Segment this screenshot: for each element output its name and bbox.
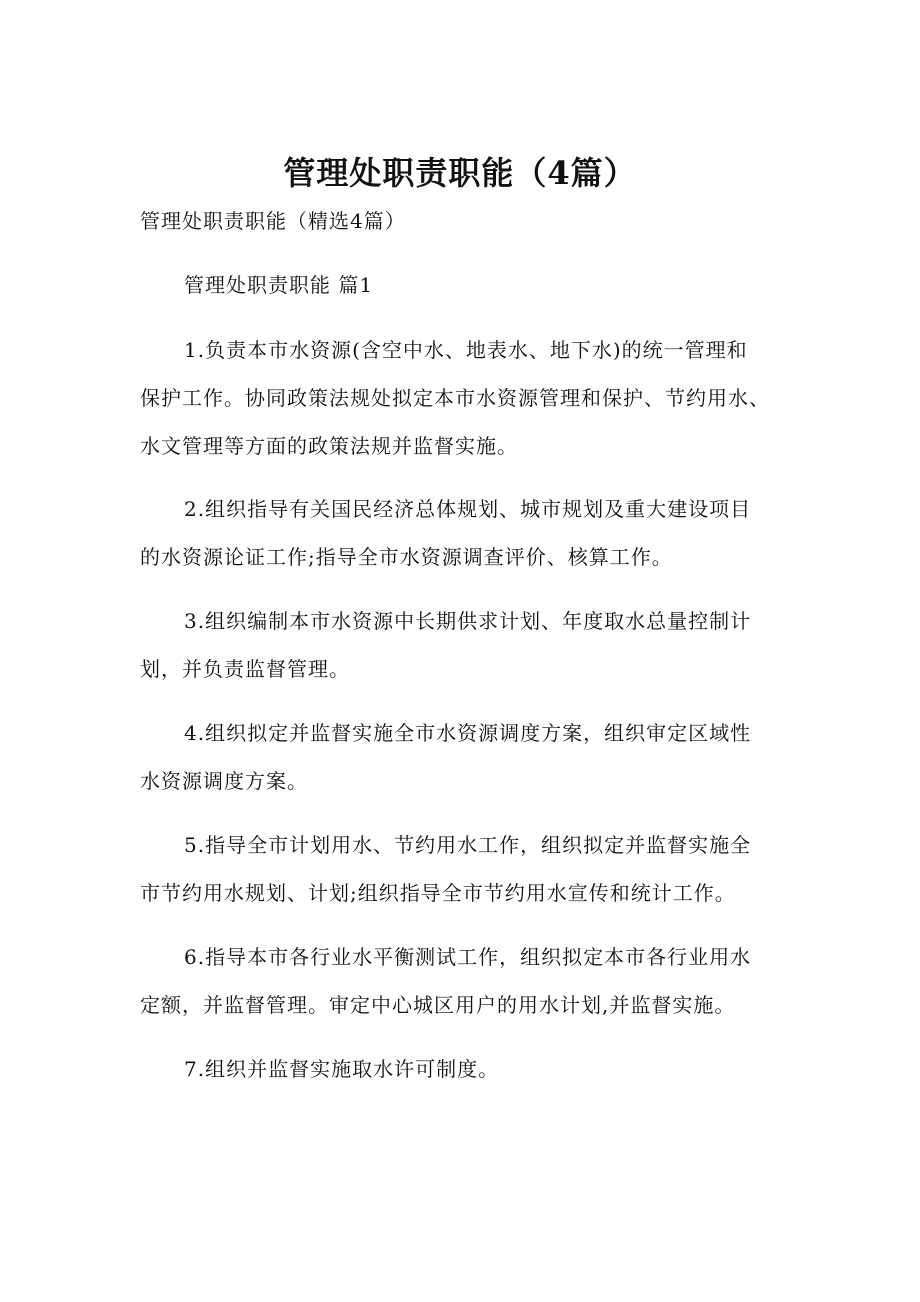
paragraph-3	[140, 597, 780, 693]
paragraph-line: 市节约用水规划、计划;组织指导全市节约用水宣传和统计工作。	[140, 881, 736, 905]
paragraph-5	[140, 821, 780, 917]
document-title: 管理处职责职能（4篇）	[283, 154, 637, 192]
paragraph-line: 7.组织并监督实施取水许可制度。	[184, 1057, 500, 1081]
paragraph-line: 3.组织编制本市水资源中长期供求计划、年度取水总量控制计	[184, 609, 752, 633]
paragraph-4	[140, 709, 780, 805]
paragraph-2	[140, 485, 780, 581]
paragraph-line: 水资源调度方案。	[140, 769, 308, 793]
paragraph-line: 1.负责本市水资源(含空中水、地表水、地下水)的统一管理和	[184, 338, 748, 362]
paragraph-7	[140, 1045, 780, 1093]
paragraph-6	[140, 933, 780, 1029]
paragraph-line: 划，并负责监督管理。	[140, 657, 350, 681]
paragraph-line: 定额，并监督管理。审定中心城区用户的用水计划,并监督实施。	[140, 993, 736, 1017]
paragraph-line: 保护工作。协同政策法规处拟定本市水资源管理和保护、节约用水、	[140, 386, 770, 410]
section-heading: 管理处职责职能 篇1	[184, 273, 374, 297]
paragraph-line: 4.组织拟定并监督实施全市水资源调度方案，组织审定区域性	[184, 721, 752, 745]
paragraph-line: 6.指导本市各行业水平衡测试工作，组织拟定本市各行业用水	[184, 945, 752, 969]
paragraph-line: 5.指导全市计划用水、节约用水工作，组织拟定并监督实施全	[184, 833, 752, 857]
paragraph-line: 2.组织指导有关国民经济总体规划、城市规划及重大建设项目	[184, 497, 752, 521]
paragraph-line: 的水资源论证工作;指导全市水资源调查评价、核算工作。	[140, 545, 673, 569]
paragraph-1	[140, 326, 780, 470]
document-subtitle: 管理处职责职能（精选4篇）	[140, 209, 406, 233]
paragraph-line: 水文管理等方面的政策法规并监督实施。	[140, 434, 518, 458]
